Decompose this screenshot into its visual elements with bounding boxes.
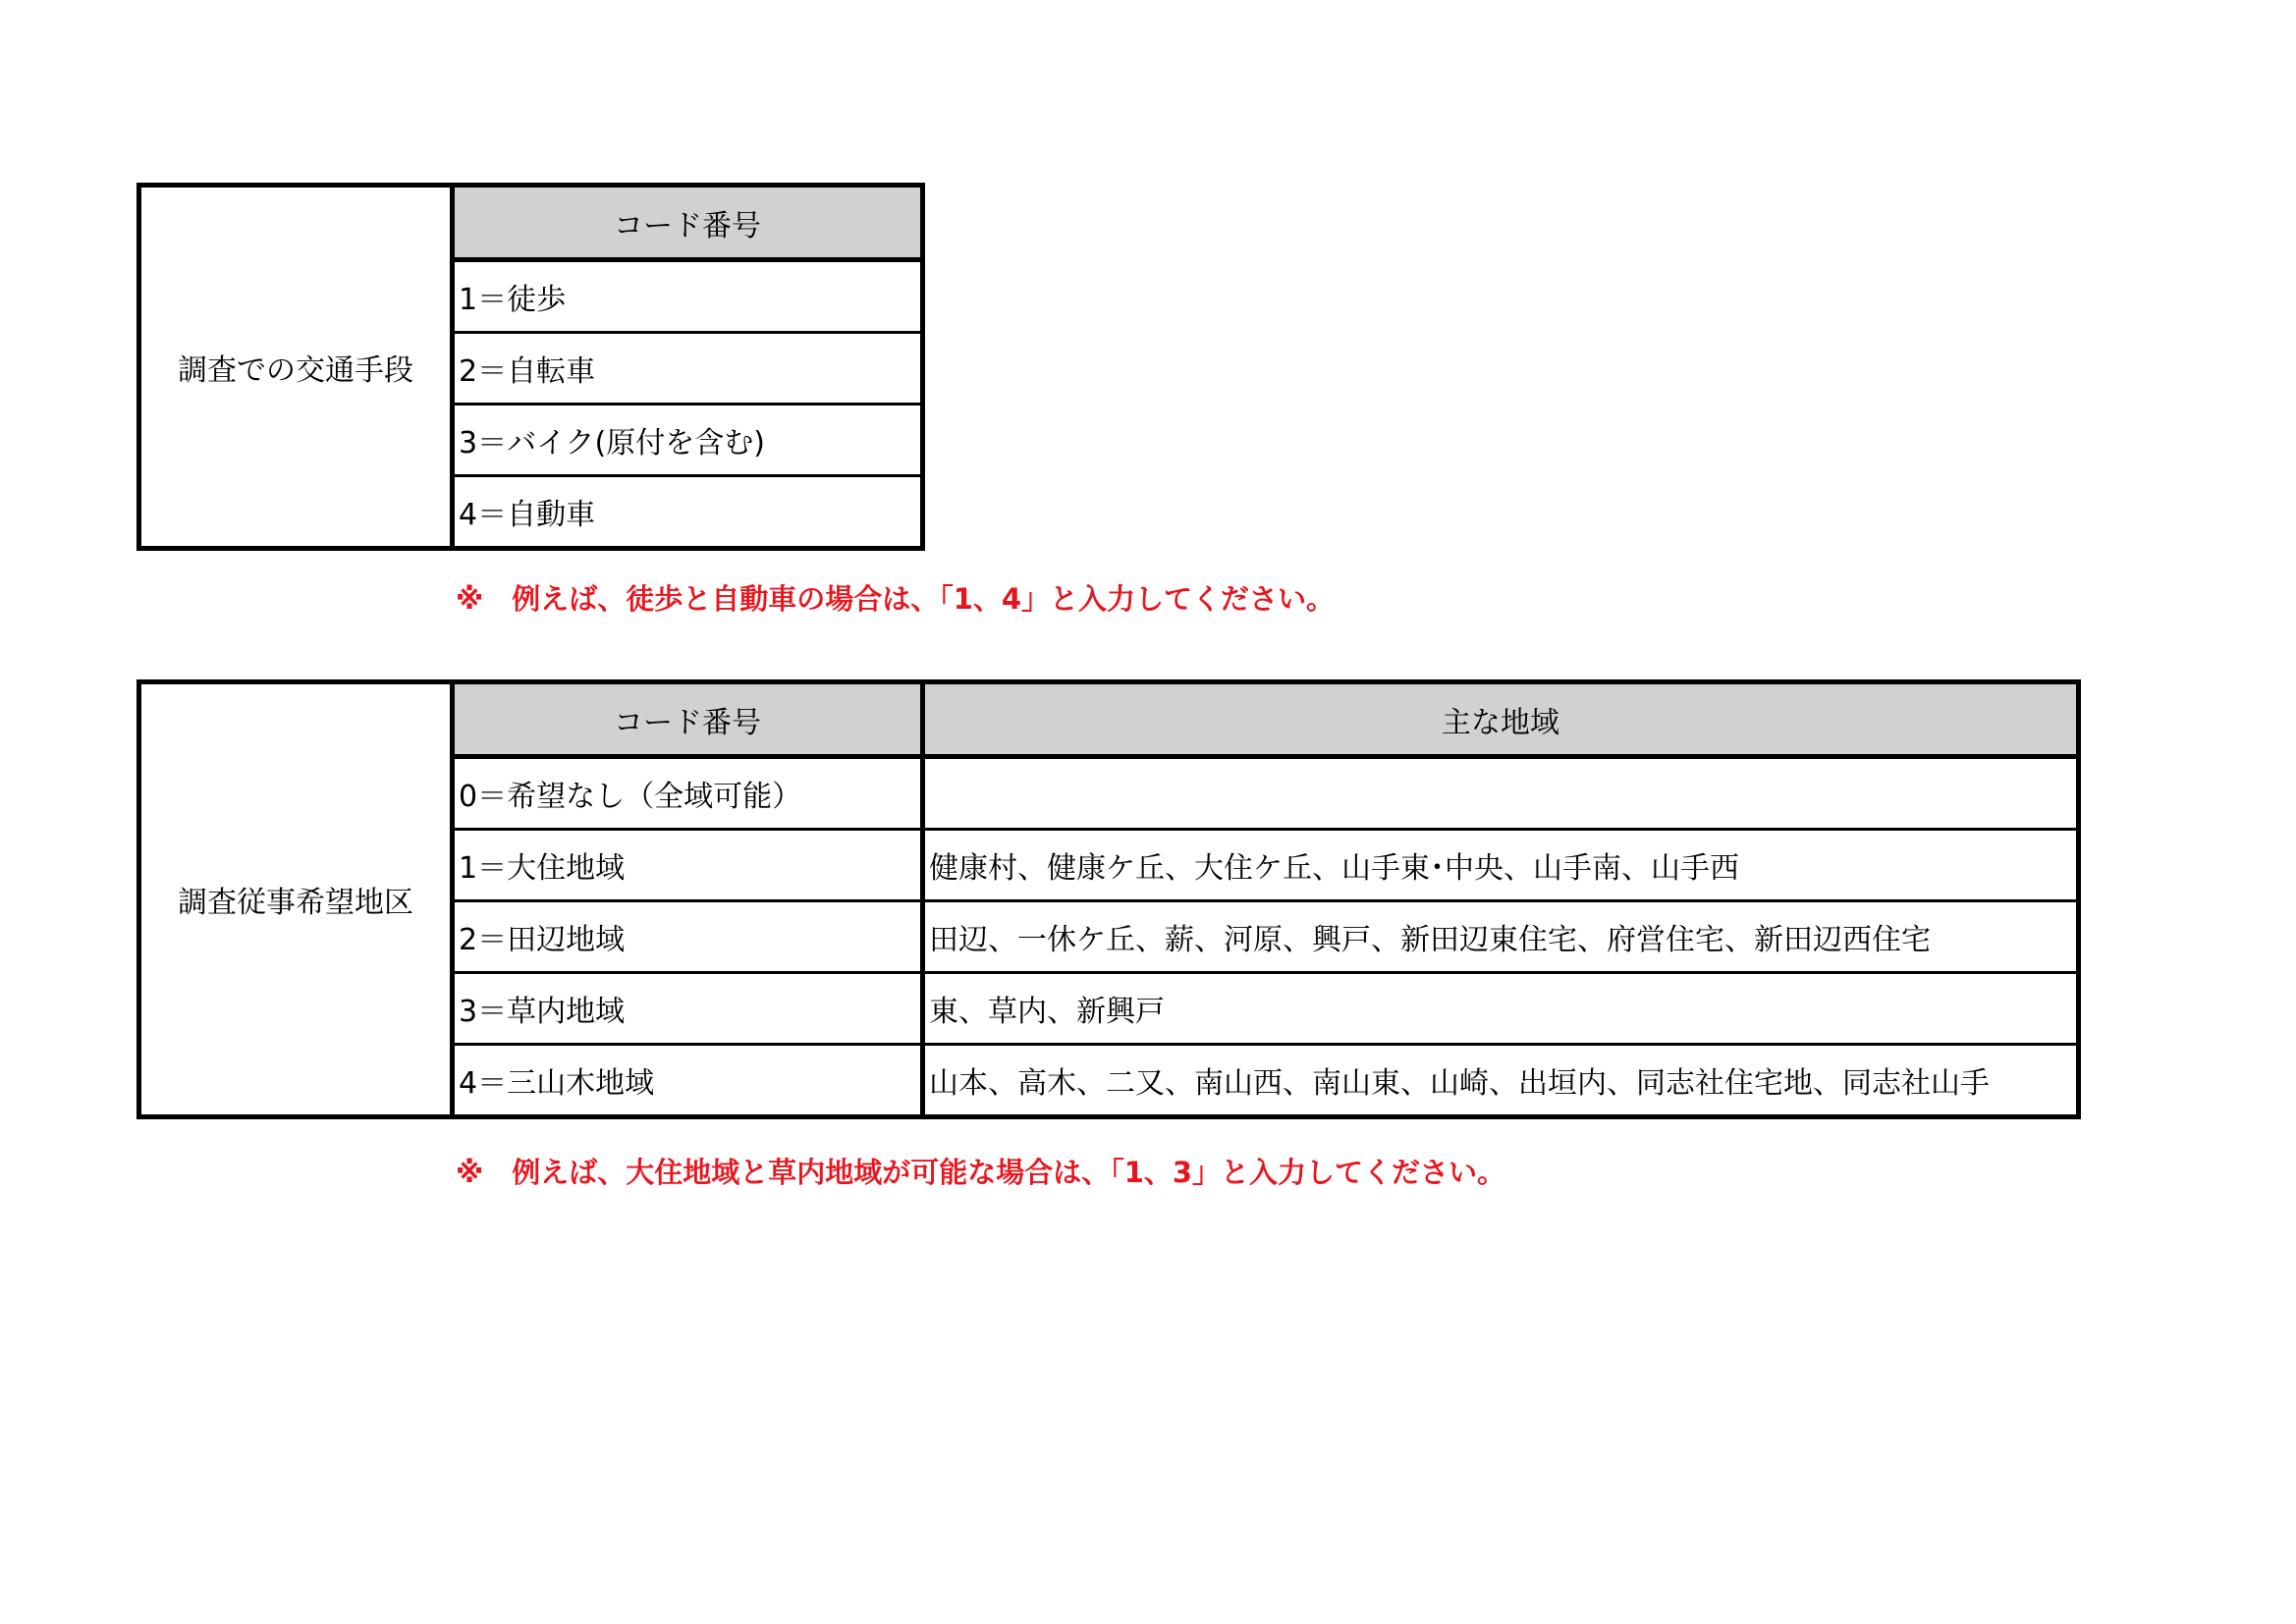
transport-code-cell: 1＝徒歩: [453, 260, 923, 333]
area-header-code: コード番号: [453, 682, 923, 757]
transport-note: ※ 例えば、徒歩と自動車の場合は、「1、4」と入力してください。: [456, 582, 1336, 616]
area-code-cell: 4＝三山木地域: [453, 1045, 923, 1117]
area-code-table: [137, 679, 2081, 1119]
area-label: 調査従事希望地区: [139, 682, 453, 1117]
area-code-cell: 2＝田辺地域: [453, 901, 923, 973]
area-region-cell: 健康村、健康ケ丘、大住ケ丘、山手東･中央、山手南、山手西: [923, 830, 2079, 901]
transport-header-code: コード番号: [453, 186, 923, 260]
area-region-cell: 山本、高木、二又、南山西、南山東、山崎、出垣内、同志社住宅地、同志社山手: [923, 1045, 2079, 1117]
area-header-region: 主な地域: [923, 682, 2079, 757]
transport-code-table: [137, 183, 925, 551]
area-region-cell: [923, 757, 2079, 830]
area-region-cell: 田辺、一休ケ丘、薪、河原、興戸、新田辺東住宅、府営住宅、新田辺西住宅: [923, 901, 2079, 973]
transport-code-cell: 4＝自動車: [453, 476, 923, 549]
area-code-cell: 1＝大住地域: [453, 830, 923, 901]
area-note: ※ 例えば、大住地域と草内地域が可能な場合は、「1、3」と入力してください。: [456, 1156, 1506, 1189]
transport-label: 調査での交通手段: [139, 186, 453, 549]
area-code-cell: 0＝希望なし（全域可能）: [453, 757, 923, 830]
transport-code-cell: 2＝自転車: [453, 333, 923, 405]
transport-code-cell: 3＝バイク(原付を含む): [453, 405, 923, 476]
area-code-cell: 3＝草内地域: [453, 973, 923, 1045]
area-region-cell: 東、草内、新興戸: [923, 973, 2079, 1045]
